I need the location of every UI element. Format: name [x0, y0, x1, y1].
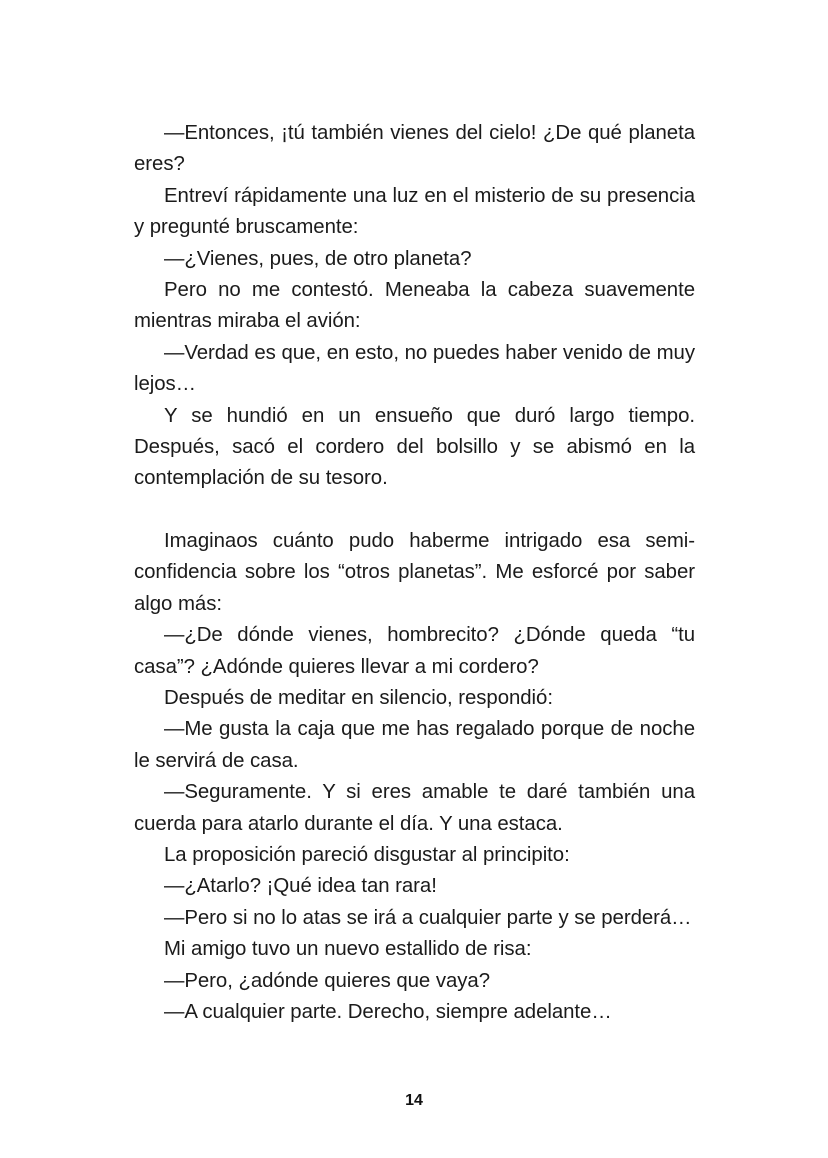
page-number: 14: [405, 1092, 423, 1109]
body-text-column: [134, 118, 695, 1028]
paragraph: —Pero si no lo atas se irá a cualquier parte y se perderá…: [164, 906, 692, 929]
paragraph: —Verdad es que, en esto, no puedes haber venido de muy lejos…: [134, 341, 695, 396]
paragraph: Imaginaos cuánto pudo haberme intrigado esa semi-confidencia sobre los “otros planetas”. Me esforcé por saber algo más:: [134, 529, 695, 615]
paragraph: Y se hundió en un ensueño que duró largo tiempo. Después, sacó el cordero del bolsillo y se abismó en la contemplación de su tesoro.: [134, 404, 695, 490]
paragraph: —¿Vienes, pues, de otro planeta?: [164, 247, 472, 270]
paragraph: Entreví rápidamente una luz en el misterio de su presencia y pregunté bruscamente:: [134, 184, 695, 239]
paragraph: —¿De dónde vienes, hombrecito? ¿Dónde queda “tu casa”? ¿Adónde quieres llevar a mi cordero?: [134, 624, 695, 678]
paragraph: Pero no me contestó. Meneaba la cabeza suavemente mientras miraba el avión:: [134, 279, 695, 333]
paragraph: —Pero, ¿adónde quieres que vaya?: [164, 969, 490, 992]
paragraph-block-2: [134, 526, 695, 1029]
paragraph: —Me gusta la caja que me has regalado porque de noche le servirá de casa.: [134, 718, 695, 772]
paragraph: —Seguramente. Y si eres amable te daré también una cuerda para atarlo durante el día. Y una estaca.: [134, 781, 695, 835]
paragraph: —A cualquier parte. Derecho, siempre adelante…: [164, 1000, 612, 1023]
paragraph: Mi amigo tuvo un nuevo estallido de risa:: [164, 938, 532, 961]
paragraph: La proposición pareció disgustar al principito:: [164, 843, 570, 866]
paragraph-block-separator: [134, 495, 695, 526]
paragraph: Después de meditar en silencio, respondió:: [164, 686, 553, 709]
paragraph: —Entonces, ¡tú también vienes del cielo! ¿De qué planeta eres?: [134, 122, 695, 176]
paragraph-block-1: [134, 118, 695, 495]
paragraph: —¿Atarlo? ¡Qué idea tan rara!: [164, 875, 437, 898]
